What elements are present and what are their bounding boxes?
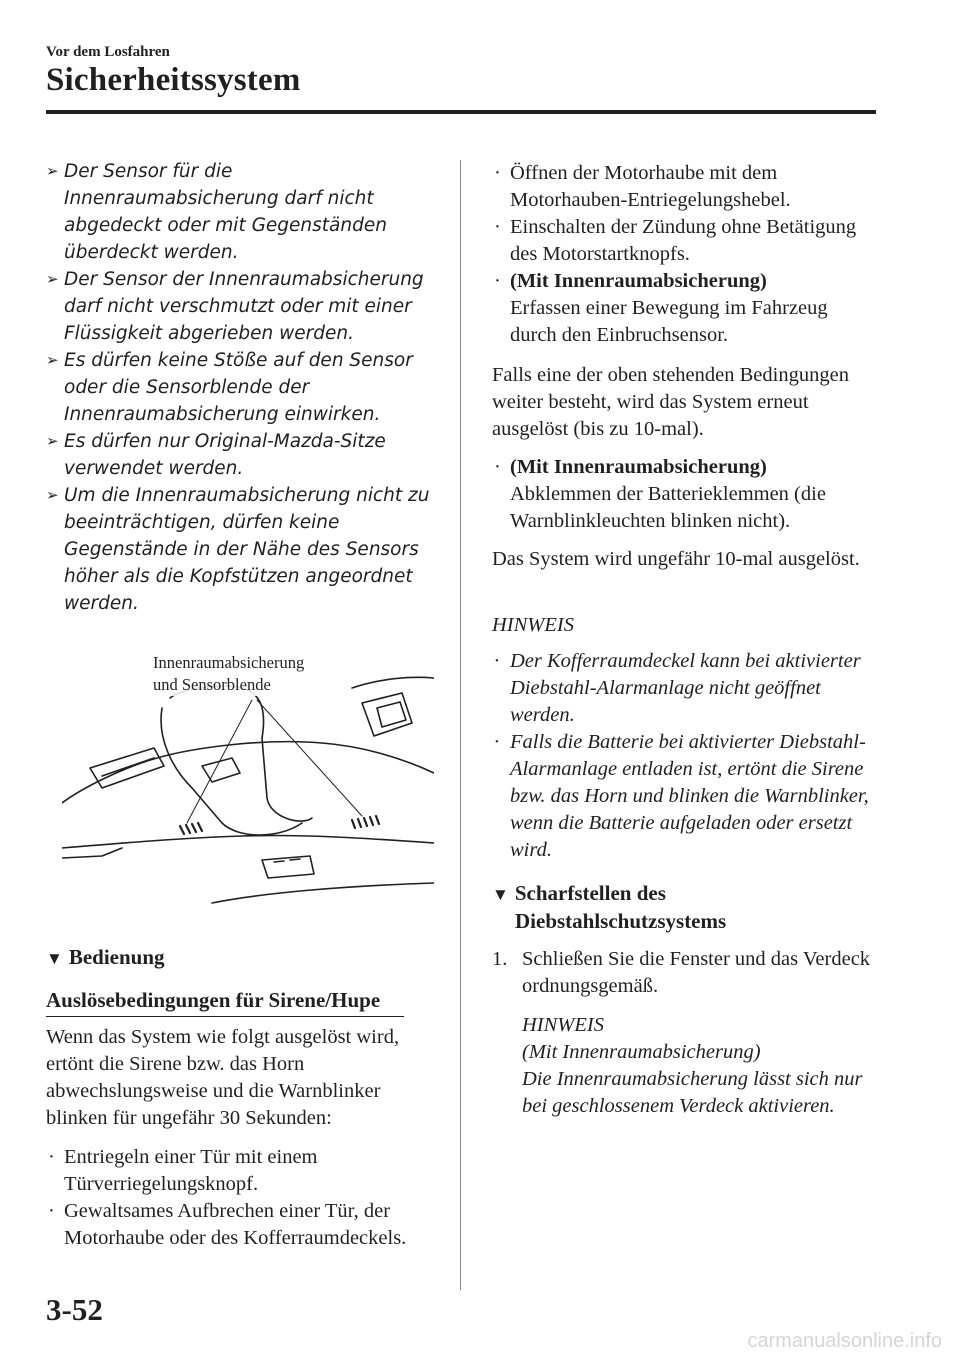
trigger-list <box>46 1144 446 1252</box>
triangle-icon: ▼ <box>492 885 509 904</box>
intro-paragraph: Wenn das System wie folgt ausgelöst wird, ertönt die Sirene bzw. das Horn abwechslungsweise und die Warnblinker blinken für ungefähr 30 Sekunden: <box>46 1026 400 1129</box>
arrow-icon: ➢ <box>46 351 59 369</box>
page-title: Sicherheitssystem <box>46 62 301 98</box>
warning-item: ➢ Der Sensor der Innenraumabsicherung darf nicht verschmutzt oder mit einer Flüssigkeit abgerieben werden. <box>46 266 446 347</box>
section-label: Vor dem Losfahren <box>46 44 170 60</box>
repeat-paragraph: Falls eine der oben stehenden Bedingungen weiter besteht, wird das System erneut ausgelöst (bis zu 10-mal). <box>492 364 849 440</box>
triangle-icon: ▼ <box>46 949 63 968</box>
page-number: 3-52 <box>46 1292 103 1327</box>
arrow-icon: ➢ <box>46 486 59 504</box>
warning-item: ➢ Es dürfen keine Stöße auf den Sensor oder die Sensorblende der Innenraumabsicherung einwirken. <box>46 347 446 428</box>
step-note: HINWEIS (Mit Innenraumabsicherung) Die Innenraumabsicherung lässt sich nur bei geschlossenem Verdeck aktivieren. <box>522 1014 863 1117</box>
warning-list <box>46 158 446 617</box>
list-item: · Entriegeln einer Tür mit einem Türverriegelungsknopf. <box>48 1146 318 1195</box>
trigger-list-cont <box>492 160 872 349</box>
column-divider <box>460 160 461 1290</box>
list-item: · Gewaltsames Aufbrechen einer Tür, der Motorhaube oder des Kofferraumdeckels. <box>48 1200 407 1249</box>
figure-caption: Innenraumabsicherung und Sensorblende <box>153 653 305 694</box>
step-item: 1. Schließen Sie die Fenster und das Verdeck ordnungsgemäß. <box>492 948 871 997</box>
subheading-ausloesebedingungen: Auslösebedingungen für Sirene/Hupe <box>46 986 404 1017</box>
note-list <box>492 648 878 864</box>
arrow-icon: ➢ <box>46 432 59 450</box>
warning-item: ➢ Um die Innenraumabsicherung nicht zu beeinträchtigen, dürfen keine Gegenstände in der Nähe des Sensors höher als die Kopfstützen angeordnet werden. <box>46 482 446 617</box>
warning-item: ➢ Der Sensor für die Innenraumabsicherung darf nicht abgedeckt oder mit Gegenständen überdeckt werden. <box>46 158 446 266</box>
list-item: · Falls die Batterie bei aktivierter Diebstahl-Alarmanlage entladen ist, ertönt die Sirene bzw. das Horn und blinken die Warnblinker, wenn die Batterie aufgeladen oder ersetzt wird. <box>494 731 869 861</box>
arrow-icon: ➢ <box>46 162 59 180</box>
list-item: · Einschalten der Zündung ohne Betätigung des Motorstartknopfs. <box>494 216 857 265</box>
note-label: HINWEIS <box>492 614 574 636</box>
warning-item: ➢ Es dürfen nur Original-Mazda-Sitze verwendet werden. <box>46 428 446 482</box>
battery-list <box>492 454 872 535</box>
list-item: · Der Kofferraumdeckel kann bei aktivierter Diebstahl-Alarmanlage nicht geöffnet werden. <box>494 650 861 726</box>
count-paragraph: Das System wird ungefähr 10-mal ausgelöst. <box>492 548 860 570</box>
list-item: · Öffnen der Motorhaube mit dem Motorhauben-Entriegelungshebel. <box>494 162 791 211</box>
watermark: carmanualsonline.info <box>747 1330 942 1352</box>
list-item: · (Mit Innenraumabsicherung) Abklemmen der Batterieklemmen (die Warnblinkleuchten blinken nicht). <box>494 456 826 532</box>
title-rule <box>46 110 876 114</box>
list-item: · (Mit Innenraumabsicherung) Erfassen einer Bewegung im Fahrzeug durch den Einbruchsensor. <box>494 270 828 346</box>
arrow-icon: ➢ <box>46 270 59 288</box>
heading-bedienung: ▼ Bedienung <box>46 945 165 969</box>
heading-scharfstellen: ▼ Scharfstellen des Diebstahlschutzsystems <box>492 881 727 933</box>
